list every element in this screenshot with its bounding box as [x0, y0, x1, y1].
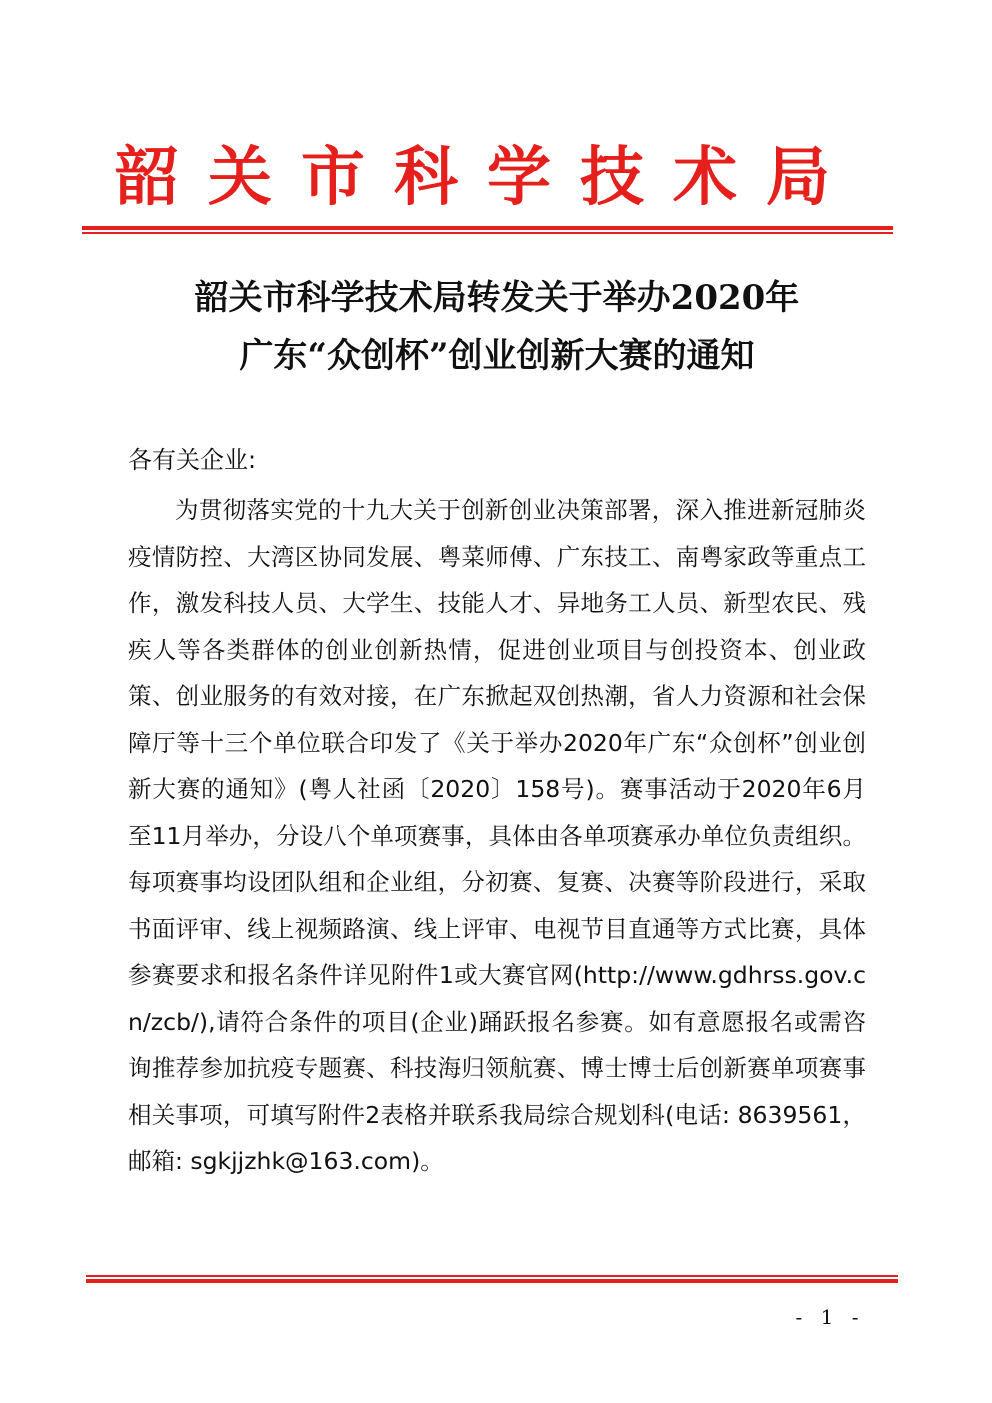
- document-title-line-1: 韶关市科学技术局转发关于举办2020年: [194, 278, 800, 318]
- footer-divider-thick: [86, 1279, 898, 1283]
- document-title-line-2: 广东“众创杯”创业创新大赛的通知: [239, 336, 755, 376]
- issuing-authority-header: 韶关市科学技术局: [115, 141, 859, 215]
- page-number: - 1 -: [795, 1305, 865, 1329]
- body-paragraph: 为贯彻落实党的十九大关于创新创业决策部署，深入推进新冠肺炎疫情防控、大湾区协同发展、粤菜师傅、广东技工、南粤家政等重点工作，激发科技人员、大学生、技能人才、异地务工人员、新型农民、残疾人等各类群体的创业创新热情，促进创业项目与创投资本、创业政策、创业服务的有效对接，在广东掀起双创热潮，省人力资源和社会保障厅等十三个单位联合印发了《关于举办2020年广东“众创杯”创业创新大赛的通知》(粤人社函〔2020〕158号)。赛事活动于2020年6月至11月举办，分设八个单项赛事，具体由各单项赛承办单位负责组织。每项赛事均设团队组和企业组，分初赛、复赛、决赛等阶段进行，采取书面评审、线上视频路演、线上评审、电视节目直通等方式比赛，具体参赛要求和报名条件详见附件1或大赛官网(http://www.gdhrss.gov.cn/zcb/),请符合条件的项目(企业)踊跃报名参赛。如有意愿报名或需咨询推荐参加抗疫专题赛、科技海归领航赛、博士博士后创新赛单项赛事相关事项，可填写附件2表格并联系我局综合规划科(电话: 8639561，邮箱: sgkjjzhk@163.com)。: [128, 496, 866, 1175]
- header-divider-thin: [82, 232, 893, 234]
- header-divider-thick: [82, 226, 893, 230]
- footer-divider-thin: [86, 1275, 898, 1277]
- salutation: 各有关企业:: [128, 446, 257, 474]
